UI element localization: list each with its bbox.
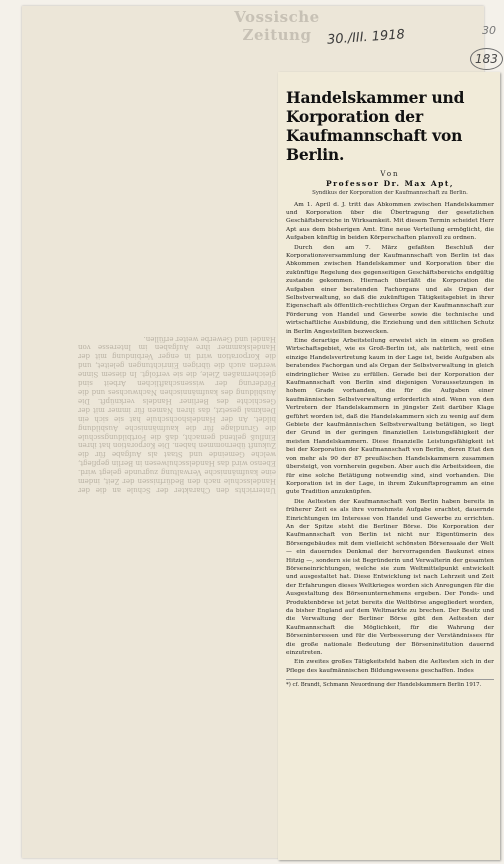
article-clipping	[278, 72, 500, 860]
article-footnote: *) cf. Brandt, Schmann Neuordnung der Handelskammern Berlin 1917.	[286, 679, 494, 690]
article-paragraph: Durch den am 7. März gefaßten Beschluß der Korporationsversammlung der Kaufmannschaft von Berlin ist das Abkommen zwischen Handelskammer und Korporation über die zukünftige Regelung des gegenseitigen Geschäftsbereichs endgültig zustande gekommen. Hiernach überläßt die Korporation die Aufgaben einer beratenden Fachorgans und als Organ der Selbstverwaltung, so daß die zukünftigen Tätigkeitsgebiet in ihrer Eigenschaft als öffentlich-rechtliches Organ der Kaufmannschaft zur Förderung von Handel und Gewerbe sowie die technische und wirtschaftliche Ausbildung, die Erziehung und den sittlichen Schutz in Berlin Angestellten bezwecken.	[286, 244, 494, 335]
newspaper-sheet	[22, 6, 498, 858]
article-title: Handelskammer und Korporation der Kaufmannschaft von Berlin.	[286, 88, 465, 164]
article-paragraph: Ein zweites großes Tätigkeitsfeld haben die Aeltesten sich in der Pflege des kaufmännischen Bildungswesens geschaffen. Indes	[286, 659, 494, 674]
masthead: Vossische Zeitung	[234, 8, 320, 44]
article-paragraph: Am 1. April d. J. tritt das Abkommen zwischen Handelskammer und Korporation über die Übertragung der gesetzlichen Geschäftsbereiche in Wirksamkeit. Mit diesem Termin scheidet Herr Apt aus dem bisherigen Amt. Eine neue Verteilung ermöglicht, die Aufgaben künftig in beiden Körperschaften planvoll zu ordnen.	[286, 201, 494, 242]
handwritten-date: 30./III. 1918	[326, 27, 406, 48]
page-number: 30	[482, 24, 496, 37]
article-author: Professor Dr. Max Apt,	[326, 179, 454, 188]
article-paragraph: Die Aeltesten der Kaufmannschaft von Berlin haben bereits in früherer Zeit es als ihre vornehmste Aufgabe erachtet, dauernde Einrichtungen im Interesse von Handel und Gewerbe zu errichten. An der Spitze steht die Berliner Börse. Die Korporation der Kaufmannschaft von Berlin ist nicht nur Eigentümerin des Börsengebäudes mit dem vielleicht schönsten Börsensaale der Welt — ein dauerndes Denkmal der hervorragenden Baukunst eines Hitzig —, sondern sie ist Begründerin und Verwalterin der gesamten Börseneinrichtungen, welche sie zum Weltmittelpunkt entwickelt und ausgestaltet hat. Diese Entwicklung ist nach Lehrzeit und Zeit der Erfahrungen dieses Weltkrieges worden sich Anregungen für die Ausgestaltung des Börsenunternehmens ergeben. Der Fonds- und Produktenbörse ist jetzt bereits die Weltbörse angegliedert worden, da bisher England auf dem Weltmarkte zu brechen. Der Besitz und die Verwaltung der Berliner Börse gibt den Aeltesten der Kaufmannschaft die Möglichkeit, für die Wahrung der Börseninteressen und für die Verbesserung der Verständnisses für die große nationale Bedeutung der Börseninstitution dauernd einzutreten.	[286, 498, 494, 657]
circled-archive-number: 183	[470, 48, 503, 70]
article-author-role: Syndikus der Korporation der Kaufmannschaft zu Berlin.	[312, 190, 468, 196]
article-paragraph: Eine derartige Arbeitsteilung erweist sich in einem so großen Wirtschaftsgebiet, wie es Groß-Berlin ist, als natürlich, weil eine einzige Handelsvertretung kaum in der Lage ist, beide Aufgaben als beratendes Fachorgan und als Organ der Selbstverwaltung in gleich eindringlicher Weise zu erfüllen. Gerade bei der Korporation der Kaufmannschaft von Berlin sind diejenigen Voraussetzungen in hohem Grade vorhanden, die für die Aufgaben einer kaufmännischen Selbstverwaltung erforderlich sind. Wenn von den Vertretern der Handelskammern in jüngster Zeit darüber Klage geführt worden ist, daß die Handelskammern sich zu wenig auf dem Gebiete der kaufmännischen Selbstverwaltung betätigen, so liegt der Grund in der geringen finanziellen Leistungsfähigkeit der meisten Handelskammern. Diese finanzielle Leistungsfähigkeit ist bei der Korporation der Kaufmannschaft von Berlin, deren Etat den von mehr als 90 der 87 preußischen Handelskammern zusammen übersteigt, von vornherein gegeben. Aber auch die Arbeitsideen, die für eine solche Betätigung notwendig sind, sind vorhanden. Die Korporation ist in der Lage, in ihrem Zukunftsprogramm an eine gute Tradition anzuknüpfen.	[286, 338, 494, 496]
bleed-through-text: Unterrichts den Charakter der Schule an die der Handelsschule nach den Bedürfnissen der Zeit, indem eine kaufmännische Verwaltung zugrunde gelegt wird. Ebenso wird das Handelsschulwesen in Berlin gepflegt, welche Gemeinde und Staat als Aufgabe für die Zukunft übernommen haben. Die Korporation hat ihren Einfluß geltend gemacht, daß die Fortbildungsschule die Grundlage für die kaufmännische Ausbildung bildet. An der Handelshochschule hat sie sich ein Denkmal gesetzt, das ihren Namen für immer mit der Geschichte des Berliner Handels verknüpft. Die Ausbildung des kaufmännischen Nachwuchses und die Förderung der wissenschaftlichen Arbeit sind gleichermaßen Ziele, die sie verfolgt. In diesem Sinne werden auch die übrigen Einrichtungen geleitet, und die Korporation wird in enger Verbindung mit der Handelskammer ihre Aufgaben im Interesse von Handel und Gewerbe weiter erfüllen.	[78, 334, 276, 494]
article-byline: Von	[380, 170, 400, 178]
